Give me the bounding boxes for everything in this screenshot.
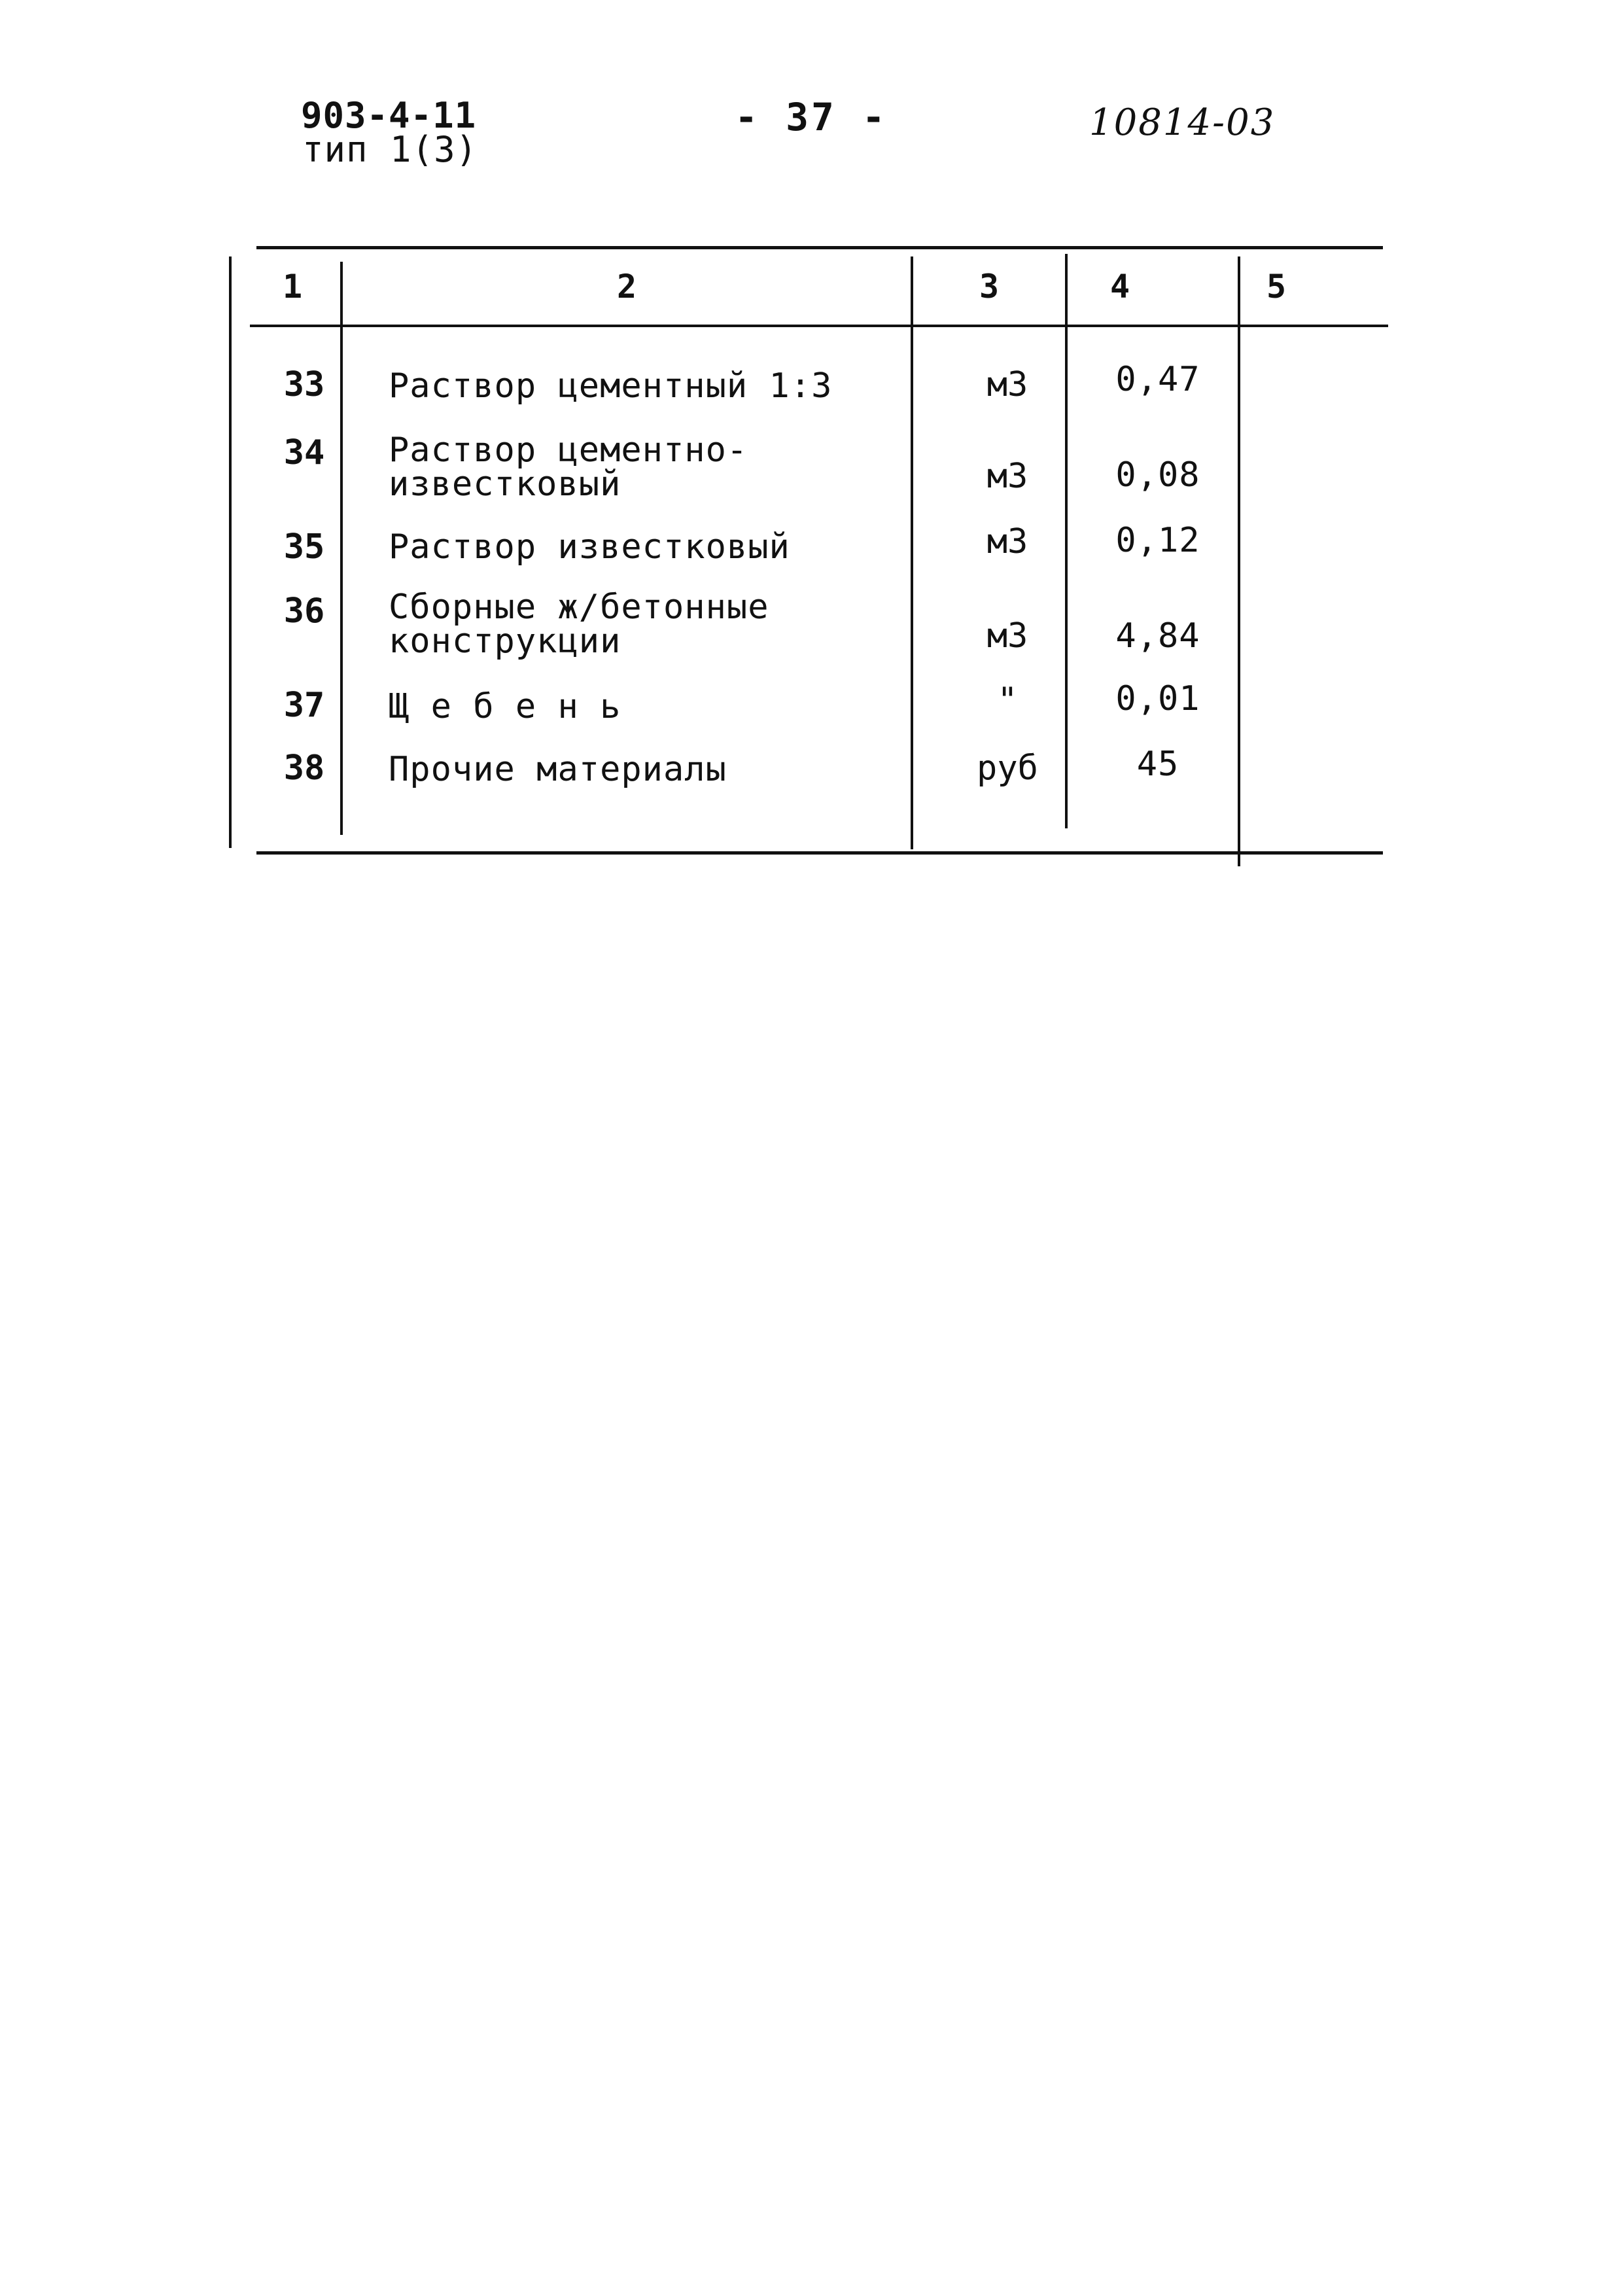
row-number: 35	[283, 527, 325, 567]
column-header-3: 3	[979, 268, 1000, 306]
material-name-line1: Щ е б е н ь	[389, 687, 621, 726]
material-name-line1: Сборные ж/бетонные	[389, 588, 769, 627]
material-name-line1: Прочие материалы	[389, 750, 727, 789]
unit: м3	[986, 457, 1028, 496]
document-code: 903-4-11	[301, 95, 477, 136]
unit: м3	[986, 616, 1028, 656]
page-header	[0, 0, 1623, 196]
material-name	[389, 529, 905, 565]
row-number: 34	[283, 433, 325, 472]
row-number: 36	[283, 592, 325, 631]
quantity: 0,12	[1115, 521, 1200, 560]
page-number: - 37 -	[735, 95, 888, 139]
row-number: 38	[283, 749, 325, 788]
material-name	[389, 751, 905, 788]
column-header-1: 1	[282, 268, 303, 306]
table-bottom-rule	[256, 851, 1383, 855]
column-header-4: 4	[1109, 268, 1130, 306]
unit: м3	[986, 522, 1028, 561]
material-name	[389, 589, 905, 660]
col-divider-3	[1065, 254, 1068, 828]
material-name	[389, 432, 905, 503]
table-top-rule	[256, 246, 1383, 249]
unit: м3	[986, 365, 1028, 404]
material-name	[389, 688, 905, 725]
column-header-2: 2	[616, 268, 637, 306]
material-name-line1: Раствор известковый	[389, 527, 790, 567]
material-name-line2: известковый	[389, 465, 621, 504]
unit: руб	[977, 749, 1038, 788]
quantity: 45	[1136, 745, 1179, 784]
material-name-line1: Раствор цементно-	[389, 431, 748, 470]
material-name-line1: Раствор цементный 1:3	[389, 366, 833, 406]
row-number: 33	[283, 365, 325, 404]
column-header-5: 5	[1266, 268, 1287, 306]
document-type: тип 1(3)	[302, 129, 478, 170]
quantity: 0,01	[1115, 679, 1200, 718]
table-left-border	[229, 256, 232, 848]
material-name-line2: конструкции	[389, 622, 621, 661]
header-bottom-rule	[250, 325, 1388, 327]
material-name	[389, 368, 905, 404]
quantity: 0,47	[1115, 360, 1200, 399]
archive-number: 10814-03	[1089, 101, 1276, 144]
quantity: 0,08	[1115, 455, 1200, 495]
quantity: 4,84	[1115, 616, 1200, 656]
unit: "	[997, 680, 1018, 720]
row-number: 37	[283, 686, 325, 725]
col-divider-4	[1238, 256, 1240, 866]
col-divider-1	[340, 262, 343, 835]
col-divider-2	[911, 256, 913, 849]
